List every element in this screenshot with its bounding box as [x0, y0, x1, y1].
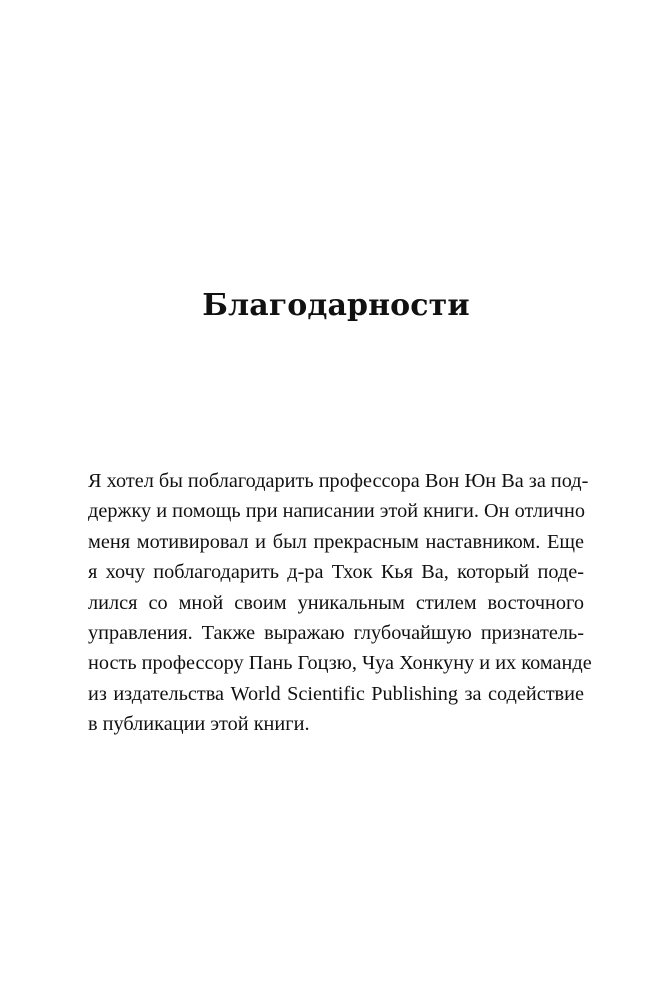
paragraph-line: лился со мной своим уникальным стилем восточного [88, 591, 584, 614]
page-title: Благодарности [202, 288, 470, 323]
paragraph-line: ность профессору Пань Гоцзю, Чуа Хонкуну и их команде [88, 652, 592, 675]
paragraph-line: меня мотивировал и был прекрасным наставником. Еще [88, 530, 584, 553]
paragraph-line: управления. Также выражаю глубочайшую признатель- [88, 622, 584, 645]
paragraph-line: держку и помощь при написании этой книги. Он отлично [88, 500, 585, 523]
paragraph-line: из издательства World Scientific Publishing за содействие [88, 682, 584, 705]
acknowledgments-paragraph [88, 466, 592, 740]
paragraph-line: Я хотел бы поблагодарить профессора Вон Юн Ва за под- [88, 470, 589, 492]
paragraph-line: я хочу поблагодарить д-ра Тхок Кья Ва, который поде- [88, 561, 584, 584]
paragraph-line: в публикации этой книги. [88, 713, 310, 736]
